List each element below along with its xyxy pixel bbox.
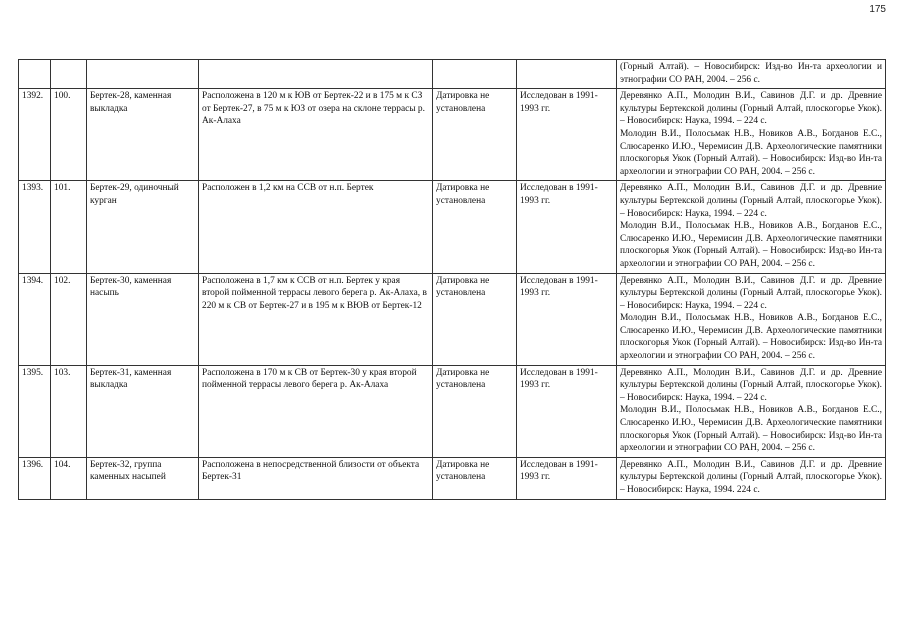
cell-status: Исследован в 1991-1993 гг. (517, 181, 617, 273)
cell-dating: Датировка не установлена (433, 89, 517, 181)
table-body (19, 60, 886, 500)
literature-entry: Деревянко А.П., Молодин В.И., Савинов Д.Г. и др. Древние культуры Бертекской долины (Горный Алтай, плоскогорье Укок). – Новосибирск: Наука, 1994. – 224 с. (620, 275, 882, 311)
literature-entry: Молодин В.И., Полосьмак Н.В., Новиков А.В., Богданов Е.С., Слюсаренко И.Ю., Черемисин Д.В. Археологические памятники плоскогорья Укок (Горный Алтай). – Новосибирск: Изд-во Ин-та археологии и этнографии СО РАН, 2004. – 256 с. (620, 313, 882, 362)
literature-entry: Деревянко А.П., Молодин В.И., Савинов Д.Г. и др. Древние культуры Бертекской долины (Горный Алтай, плоскогорье Укок). – Новосибирск: Наука, 1994. 224 с. (620, 459, 882, 495)
cell-status (517, 60, 617, 89)
table-row (19, 273, 886, 365)
literature-entry: Молодин В.И., Полосьмак Н.В., Новиков А.В., Богданов Е.С., Слюсаренко И.Ю., Черемисин Д.В. Археологические памятники плоскогорья Укок (Горный Алтай). – Новосибирск: Изд-во Ин-та археологии и этнографии СО РАН, 2004. – 256 с. (620, 405, 882, 454)
cell-name: Бертек-30, каменная насыпь (87, 273, 199, 365)
literature-entry: Деревянко А.П., Молодин В.И., Савинов Д.Г. и др. Древние культуры Бертекской долины (Горный Алтай, плоскогорье Укок). – Новосибирск: Наука, 1994. – 224 с. (620, 183, 882, 219)
cell-dating: Датировка не установлена (433, 273, 517, 365)
cell-idx: 101. (51, 181, 87, 273)
cell-location: Расположена в 170 м к СВ от Бертек-30 у края второй пойменной террасы левого берега р. Ак-Алаха (199, 365, 433, 457)
cell-status: Исследован в 1991-1993 гг. (517, 273, 617, 365)
cell-location: Расположена в непосредственной близости от объекта Бертек-31 (199, 457, 433, 499)
literature-entry: Деревянко А.П., Молодин В.И., Савинов Д.Г. и др. Древние культуры Бертекской долины (Горный Алтай, плоскогорье Укок). – Новосибирск: Наука, 1994. – 224 с. (620, 367, 882, 403)
cell-name (87, 60, 199, 89)
cell-num: 1394. (19, 273, 51, 365)
cell-literature (617, 89, 886, 181)
cell-num: 1396. (19, 457, 51, 499)
cell-dating: Датировка не установлена (433, 181, 517, 273)
cell-location: Расположена в 1,7 км к ССВ от н.п. Бертек у края второй пойменной террасы левого берега р. Ак-Алаха, в 220 м к СВ от Бертек-27 и в 195 м к ВЮВ от Бертек-12 (199, 273, 433, 365)
table-row (19, 365, 886, 457)
table-row (19, 457, 886, 499)
cell-dating (433, 60, 517, 89)
literature-entry: Молодин В.И., Полосьмак Н.В., Новиков А.В., Богданов Е.С., Слюсаренко И.Ю., Черемисин Д.В. Археологические памятники плоскогорья Укок (Горный Алтай). – Новосибирск: Изд-во Ин-та археологии и этнографии СО РАН, 2004. – 256 с. (620, 221, 882, 269)
cell-idx (51, 60, 87, 89)
literature-entry: Молодин В.И., Полосьмак Н.В., Новиков А.В., Богданов Е.С., Слюсаренко И.Ю., Черемисин Д.В. Археологические памятники плоскогорья Укок (Горный Алтай). – Новосибирск: Изд-во Ин-та археологии и этнографии СО РАН, 2004. – 256 с. (620, 128, 882, 177)
cell-name: Бертек-31, каменная выкладка (87, 365, 199, 457)
cell-num (19, 60, 51, 89)
monuments-table (18, 59, 886, 500)
cell-idx: 103. (51, 365, 87, 457)
cell-num: 1392. (19, 89, 51, 181)
cell-literature (617, 181, 886, 273)
cell-idx: 102. (51, 273, 87, 365)
continuation-row (19, 60, 886, 89)
cell-idx: 104. (51, 457, 87, 499)
cell-literature (617, 365, 886, 457)
cell-idx: 100. (51, 89, 87, 181)
cell-status: Исследован в 1991-1993 гг. (517, 457, 617, 499)
table-row (19, 181, 886, 273)
cell-name: Бертек-28, каменная выкладка (87, 89, 199, 181)
table-row (19, 89, 886, 181)
cell-dating: Датировка не установлена (433, 365, 517, 457)
cell-location: Расположена в 120 м к ЮВ от Бертек-22 и в 175 м к СЗ от Бертек-27, в 75 м к ЮЗ от озера на склоне террасы р. Ак-Алаха (199, 89, 433, 181)
cell-literature (617, 273, 886, 365)
cell-literature (617, 457, 886, 499)
cell-status: Исследован в 1991-1993 гг. (517, 89, 617, 181)
cell-dating: Датировка не установлена (433, 457, 517, 499)
cell-num: 1395. (19, 365, 51, 457)
cell-location (199, 60, 433, 89)
page-number: 175 (869, 4, 886, 15)
cell-location: Расположен в 1,2 км на ССВ от н.п. Бертек (199, 181, 433, 273)
cell-literature: (Горный Алтай). – Новосибирск: Изд-во Ин-та археологии и этнографии СО РАН, 2004. – 256 с. (617, 60, 886, 89)
cell-status: Исследован в 1991-1993 гг. (517, 365, 617, 457)
literature-entry: Деревянко А.П., Молодин В.И., Савинов Д.Г. и др. Древние культуры Бертекской долины (Горный Алтай, плоскогорье Укок). – Новосибирск: Наука, 1994. – 224 с. (620, 91, 882, 127)
cell-num: 1393. (19, 181, 51, 273)
cell-name: Бертек-29, одиночный курган (87, 181, 199, 273)
cell-name: Бертек-32, группа каменных насыпей (87, 457, 199, 499)
